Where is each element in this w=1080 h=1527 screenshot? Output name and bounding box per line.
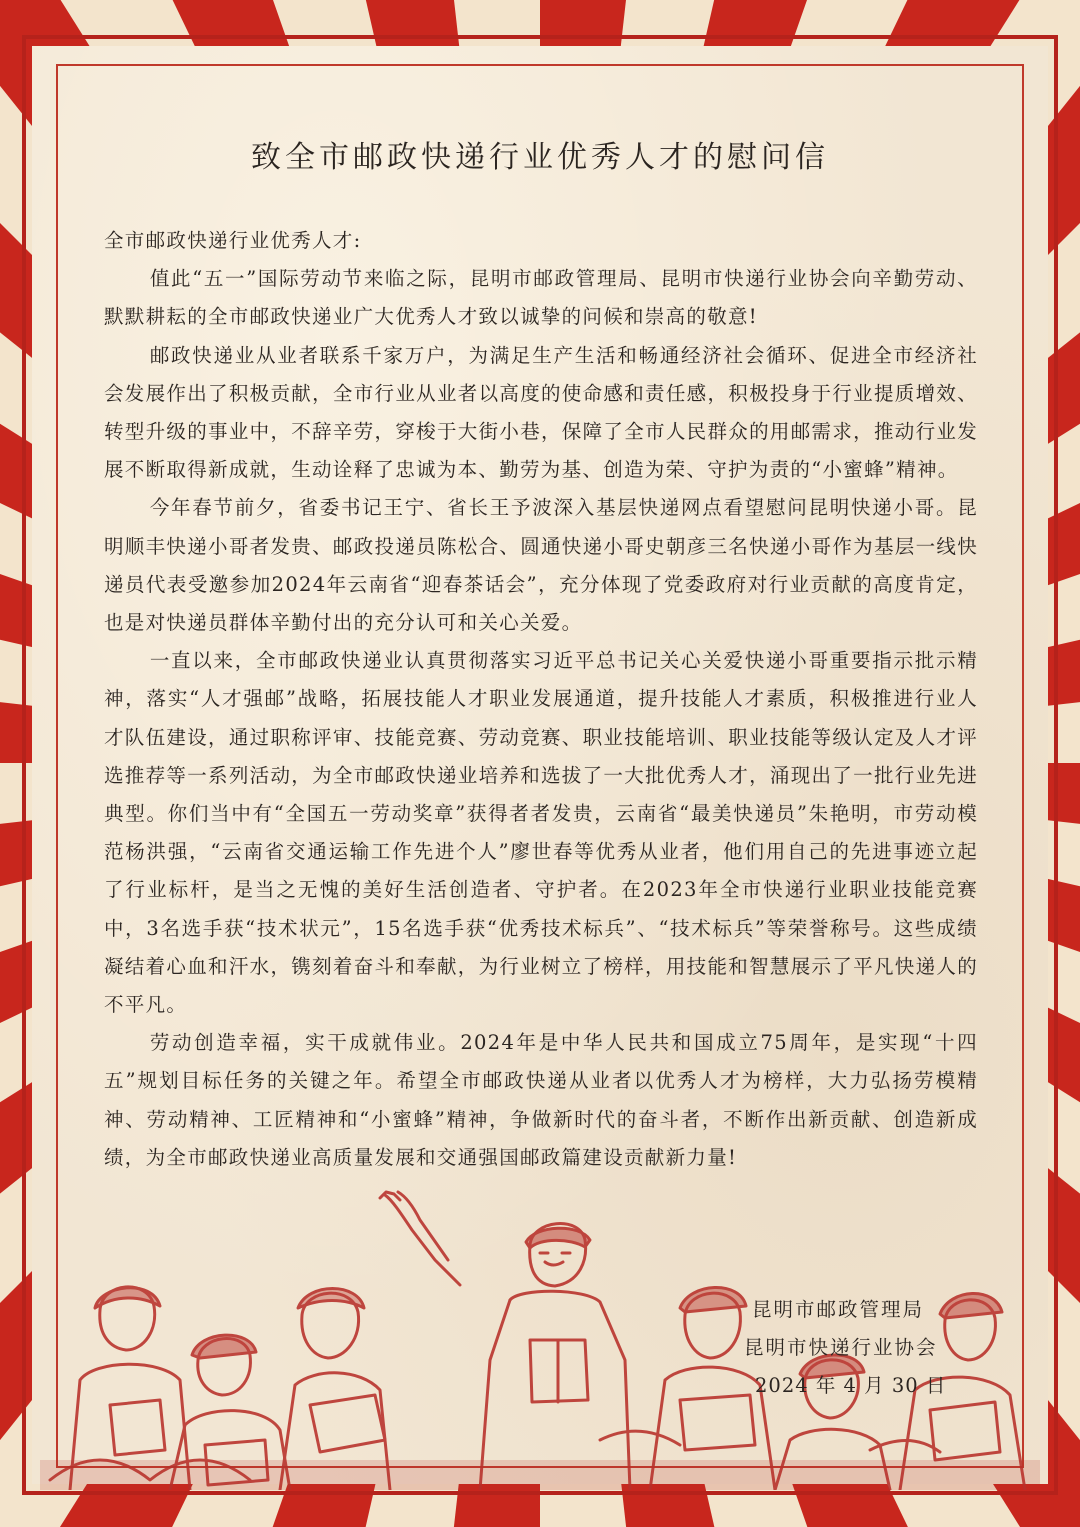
letter-body <box>104 222 978 1177</box>
letter-title: 致全市邮政快递行业优秀人才的慰问信 <box>251 140 829 175</box>
paragraph-2: 邮政快递业从业者联系千家万户，为满足生产生活和畅通经济社会循环、促进全市经济社会发展作出了积极贡献，全市行业从业者以高度的使命感和责任感，积极投身于行业提质增效、转型升级的事业中，不辞辛劳，穿梭于大街小巷，保障了全市人民群众的用邮需求，推动行业发展不断取得新成就，生动诠释了忠诚为本、勤劳为基、创造为荣、守护为责的“小蜜蜂”精神。 <box>104 343 978 482</box>
paragraph-5: 劳动创造幸福，实干成就伟业。2024年是中华人民共和国成立75周年，是实现“十四五”规划目标任务的关键之年。希望全市邮政快递从业者以优秀人才为榜样，大力弘扬劳模精神、劳动精神、工匠精神和“小蜜蜂”精神，争做新时代的奋斗者，不断作出新贡献、创造新成绩，为全市邮政快递业高质量发展和交通强国邮政篇建设贡献新力量! <box>104 1031 978 1169</box>
paragraph-3: 今年春节前夕，省委书记王宁、省长王予波深入基层快递网点看望慰问昆明快递小哥。昆明顺丰快递小哥者发贵、邮政投递员陈松合、圆通快递小哥史朝彦三名快递小哥作为基层一线快递员代表受邀参加2024年云南省“迎春茶话会”，充分体现了党委政府对行业贡献的高度肯定，也是对快递员群体辛勤付出的充分认可和关心关爱。 <box>104 496 978 635</box>
signature-org-1: 昆明市邮政管理局 <box>752 1298 925 1321</box>
signature-date: 2024 年 4 月 30 日 <box>755 1374 947 1397</box>
paragraph-4: 一直以来，全市邮政快递业认真贯彻落实习近平总书记关心关爱快递小哥重要指示批示精神，落实“人才强邮”战略，拓展技能人才职业发展通道，提升技能人才素质，积极推进行业人才队伍建设，通过职称评审、技能竞赛、劳动竞赛、职业技能培训、职业技能等级认定及人才评选推荐等一系列活动，为全市邮政快递业培养和选拔了一大批优秀人才，涌现出了一批行业先进典型。你们当中有“全国五一劳动奖章”获得者者发贵，云南省“最美快递员”朱艳明，市劳动模范杨洪强，“云南省交通运输工作先进个人”廖世春等优秀从业者，他们用自己的先进事迹立起了行业标杆，是当之无愧的美好生活创造者、守护者。在2023年全市快递行业职业技能竞赛中，3名选手获“技术状元”，15名选手获“优秀技术标兵”、“技术标兵”等荣誉称号。这些成绩凝结着心血和汗水，镌刻着奋斗和奉献，为行业树立了榜样，用技能和智慧展示了平凡快递人的不平凡。 <box>104 649 978 1017</box>
salutation: 全市邮政快递行业优秀人才: <box>104 229 362 252</box>
signature-org-2: 昆明市快递行业协会 <box>744 1336 938 1359</box>
paragraph-1: 值此“五一”国际劳动节来临之际，昆明市邮政管理局、昆明市快递行业协会向辛勤劳动、默默耕耘的全市邮政快递业广大优秀人才致以诚挚的问候和崇高的敬意! <box>104 267 978 329</box>
